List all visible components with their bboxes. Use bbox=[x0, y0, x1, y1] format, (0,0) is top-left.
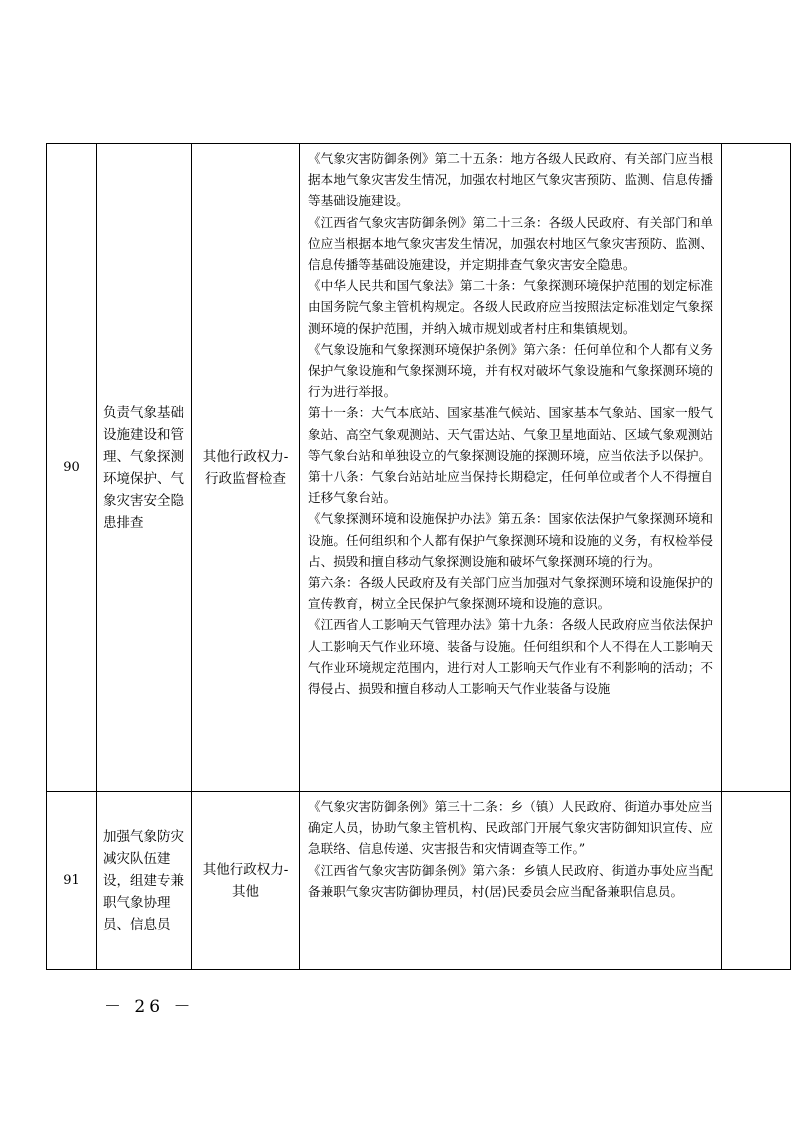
table-row bbox=[47, 792, 791, 970]
row-number: 90 bbox=[47, 144, 97, 792]
legal-basis bbox=[300, 144, 722, 792]
basis-paragraph: 第十八条：气象台站站址应当保持长期稳定，任何单位或者个人不得擅自迁移气象台站。 bbox=[308, 469, 713, 506]
authority-type: 其他行政权力-其他 bbox=[192, 792, 300, 970]
item-name: 加强气象防灾减灾队伍建设，组建专兼职气象协理员、信息员 bbox=[97, 792, 192, 970]
row-number: 91 bbox=[47, 792, 97, 970]
item-name: 负责气象基础设施建设和管理、气象探测环境保护、气象灾害安全隐患排查 bbox=[97, 144, 192, 792]
basis-paragraph: 《江西省气象灾害防御条例》第六条：乡镇人民政府、街道办事处应当配备兼职气象灾害防御协理员，村(居)民委员会应当配备兼职信息员。 bbox=[308, 862, 713, 899]
legal-basis bbox=[300, 792, 722, 970]
basis-paragraph: 《气象设施和气象探测环境保护条例》第六条：任何单位和个人都有义务保护气象设施和气象探测环境，并有权对破坏气象设施和气象探测环境的行为进行举报。 bbox=[308, 341, 713, 400]
basis-paragraph: 《中华人民共和国气象法》第二十条：气象探测环境保护范围的划定标准由国务院气象主管机构规定。各级人民政府应当按照法定标准划定气象探测环境的保护范围，并纳入城市规划或者村庄和集镇规划。 bbox=[308, 278, 713, 336]
table-row bbox=[47, 144, 791, 792]
basis-paragraph: 第六条：各级人民政府及有关部门应当加强对气象探测环境和设施保护的宣传教育，树立全民保护气象探测环境和设施的意识。 bbox=[308, 575, 713, 612]
authority-type: 其他行政权力-行政监督检查 bbox=[192, 144, 300, 792]
authority-table bbox=[46, 143, 791, 970]
basis-paragraph: 《江西省气象灾害防御条例》第二十三条：各级人民政府、有关部门和单位应当根据本地气象灾害发生情况，加强农村地区气象灾害预防、监测、信息传播等基础设施建设，并定期排查气象灾害安全隐患。 bbox=[308, 214, 713, 273]
note-cell bbox=[722, 792, 791, 970]
basis-paragraph: 《气象探测环境和设施保护办法》第五条：国家依法保护气象探测环境和设施。任何组织和个人都有保护气象探测环境和设施的义务，有权检举侵占、损毁和擅自移动气象探测设施和破坏气象探测环境的行为。 bbox=[308, 511, 713, 569]
basis-paragraph: 《气象灾害防御条例》第三十二条：乡（镇）人民政府、街道办事处应当确定人员，协助气象主管机构、民政部门开展气象灾害防御知识宣传、应急联络、信息传递、灾害报告和灾情调查等工作。” bbox=[308, 799, 713, 857]
basis-paragraph: 《江西省人工影响天气管理办法》第十九条：各级人民政府应当依法保护人工影响天气作业环境、装备与设施。任何组织和个人不得在人工影响天气作业环境规定范围内，进行对人工影响天气作业有不利影响的活动；不得侵占、损毁和擅自移动人工影响天气作业装备与设施 bbox=[308, 617, 713, 697]
basis-paragraph: 《气象灾害防御条例》第二十五条：地方各级人民政府、有关部门应当根据本地气象灾害发生情况，加强农村地区气象灾害预防、监测、信息传播等基础设施建设。 bbox=[308, 151, 713, 209]
basis-paragraph: 第十一条：大气本底站、国家基准气候站、国家基本气象站、国家一般气象站、高空气象观测站、天气雷达站、气象卫星地面站、区域气象观测站等气象台站和单独设立的气象探测设施的探测环境，应当依法予以保护。 bbox=[308, 405, 713, 463]
page-number: － 26 － bbox=[104, 997, 195, 1017]
note-cell bbox=[722, 144, 791, 792]
